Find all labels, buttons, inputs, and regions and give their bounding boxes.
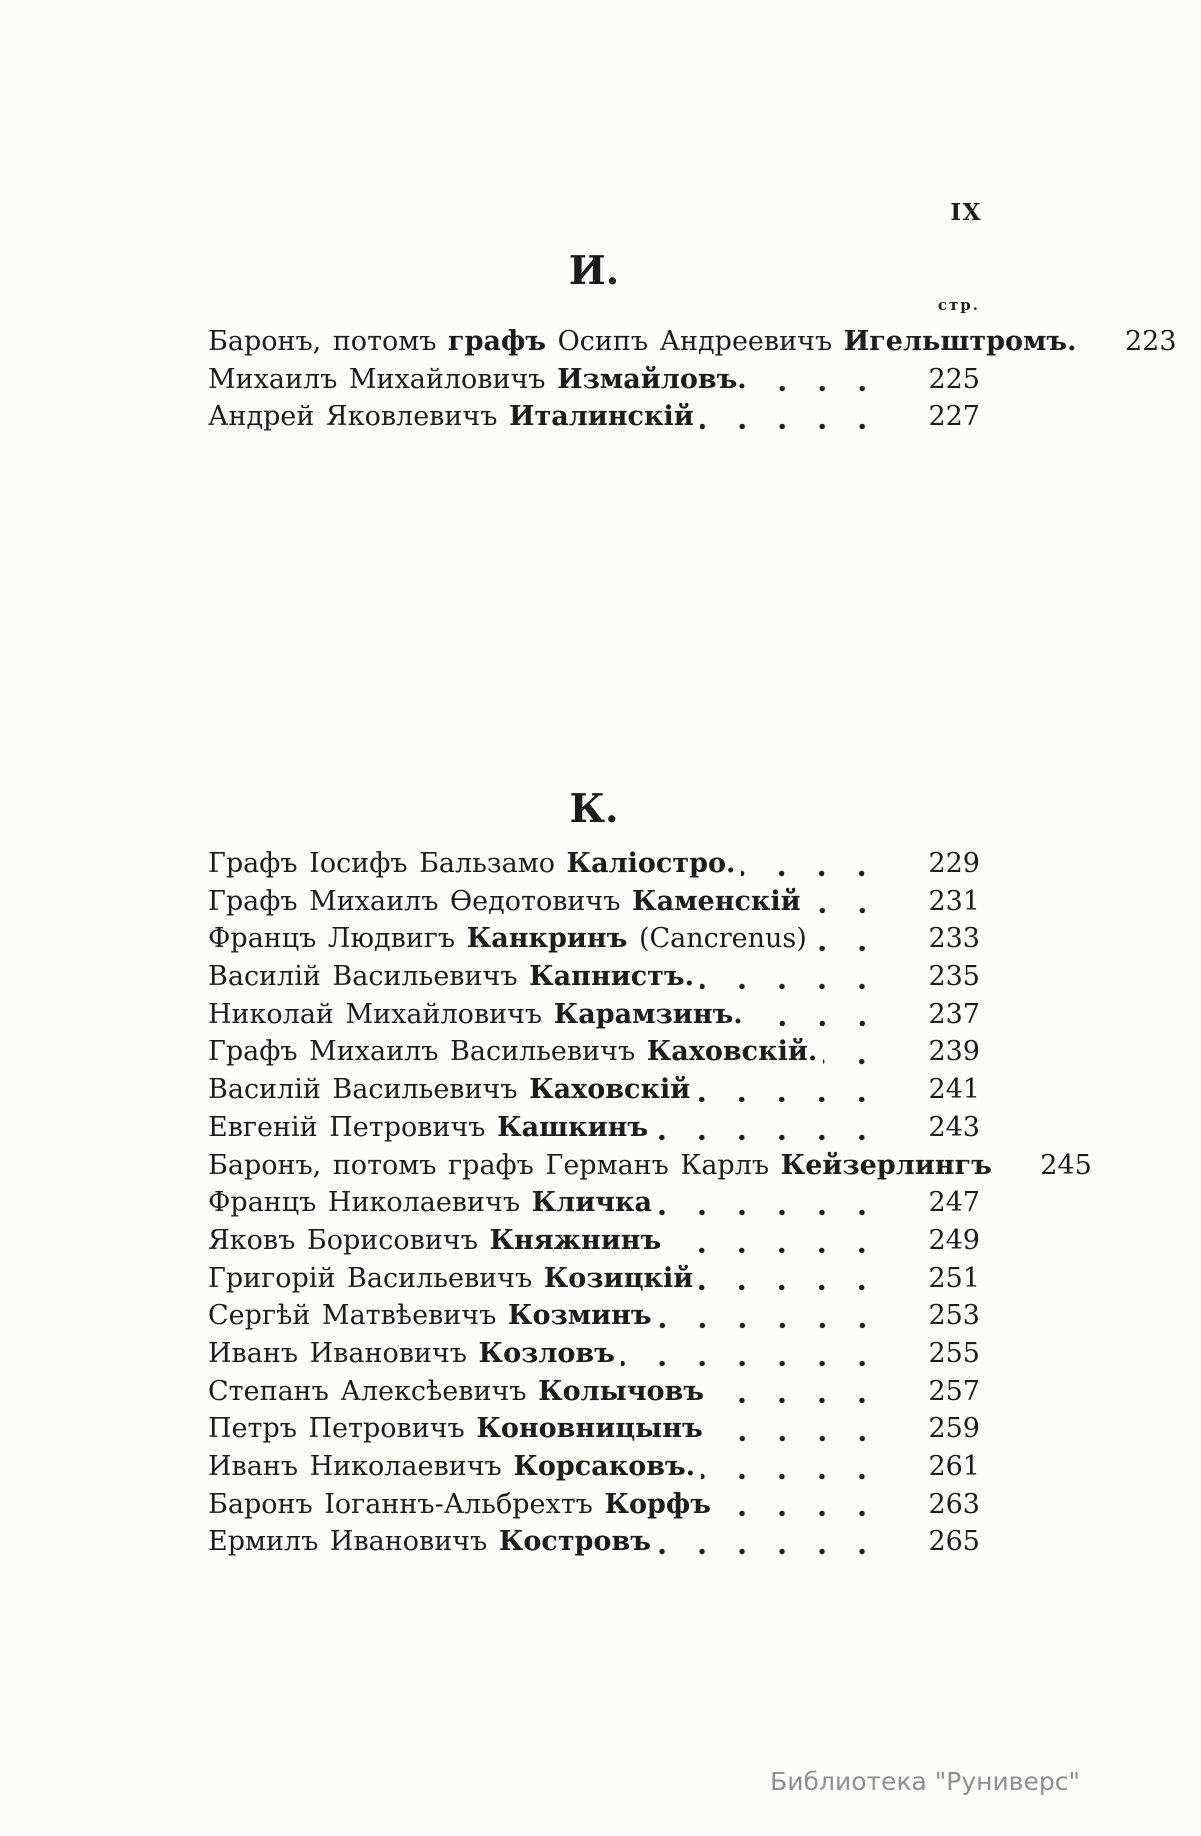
dot-leader <box>749 996 886 1034</box>
toc-entry <box>208 1297 980 1335</box>
entry-name <box>208 1523 651 1561</box>
toc-entry <box>208 398 980 436</box>
dot-leader <box>807 883 886 921</box>
entry-name <box>208 1260 693 1298</box>
toc-entry <box>208 996 980 1034</box>
toc-entry <box>208 361 980 399</box>
section-letter-heading: К. <box>569 786 619 832</box>
entry-surname: Карамзинъ. <box>553 998 743 1030</box>
entry-page-number: 237 <box>928 998 980 1030</box>
dot-leader <box>813 920 886 958</box>
entry-name <box>208 1033 817 1071</box>
dot-leader <box>753 361 886 399</box>
entry-page-number: 245 <box>1040 1149 1092 1181</box>
entry-page-number: 253 <box>928 1300 980 1332</box>
entry-name <box>208 920 807 958</box>
entry-name <box>208 1448 695 1486</box>
entry-surname: Козицкій <box>543 1262 694 1294</box>
entry-name <box>208 996 743 1034</box>
entry-name-text: Осипъ Андреевичъ <box>546 326 844 357</box>
entry-page-number: 247 <box>928 1187 980 1219</box>
entry-page-number: 225 <box>928 363 980 395</box>
entry-surname: Каменскій <box>632 885 801 917</box>
dot-leader <box>709 1410 886 1448</box>
toc-entry <box>208 1184 980 1222</box>
entry-page-number: 249 <box>928 1224 980 1256</box>
entry-name <box>208 1297 652 1335</box>
toc-entry <box>208 958 980 996</box>
toc-entry <box>208 1523 980 1561</box>
entry-rows <box>208 323 1177 436</box>
entry-surname: Кашкинъ <box>497 1111 649 1143</box>
entry-surname: Кейзерлингъ <box>780 1149 992 1181</box>
toc-entry <box>208 1109 980 1147</box>
section-k <box>208 786 1092 1561</box>
entry-page-number: 231 <box>928 885 980 917</box>
folio-page-number: IX <box>950 199 982 226</box>
entry-page-number: 243 <box>928 1111 980 1143</box>
entry-name-text: Францъ Николаевичъ <box>208 1187 532 1219</box>
entry-name-text: Михаилъ Михайловичъ <box>208 363 558 395</box>
toc-entry <box>208 845 980 883</box>
entry-name-text: Баронъ Іоганнъ-Альбрехтъ <box>208 1488 605 1520</box>
entry-page-number: 239 <box>928 1036 980 1068</box>
entry-surname: Измайловъ. <box>557 363 747 395</box>
toc-entry <box>208 1260 980 1298</box>
entry-name <box>208 1147 992 1185</box>
dot-leader <box>741 845 886 883</box>
toc-entry <box>208 1335 980 1373</box>
entry-surname: Каховскій. <box>646 1036 818 1068</box>
entry-name <box>208 1486 711 1524</box>
toc-entry <box>208 1147 1092 1185</box>
entry-name-text: Сергѣй Матвѣевичъ <box>208 1300 508 1332</box>
entry-page-number: 235 <box>928 961 980 993</box>
library-watermark: Библиотека "Руниверс" <box>770 1767 1080 1796</box>
entry-name <box>208 361 747 399</box>
entry-surname: Каліостро. <box>566 848 736 879</box>
toc-entry <box>208 920 980 958</box>
entry-name-text: Ермилъ Ивановичъ <box>208 1526 499 1558</box>
dot-leader <box>696 1071 886 1109</box>
entry-name-text: Яковъ Борисовичъ <box>208 1224 490 1256</box>
toc-entry <box>208 323 1177 361</box>
dot-leader <box>654 1109 886 1147</box>
toc-entry <box>208 1486 980 1524</box>
entry-surname: Княжнинъ <box>489 1224 662 1256</box>
entry-name <box>208 845 735 883</box>
entry-name-text: Григорій Васильевичъ <box>208 1262 544 1294</box>
entry-name-text: Иванъ Николаевичъ <box>208 1451 514 1482</box>
entry-surname: Козловъ <box>478 1337 615 1369</box>
entry-page-number: 227 <box>928 401 980 433</box>
entry-page-number: 259 <box>928 1413 980 1445</box>
entry-page-number: 229 <box>928 848 980 879</box>
dot-leader <box>823 1033 886 1071</box>
section-letter-heading: И. <box>568 248 620 294</box>
entry-page-number: 257 <box>928 1375 980 1407</box>
entry-surname: Канкринъ <box>466 923 628 955</box>
entry-name-text: Францъ Людвигъ <box>208 923 467 955</box>
dot-leader <box>657 1523 886 1561</box>
entry-name-text: Василій Васильевичъ <box>208 1074 530 1106</box>
entry-name <box>208 323 1077 361</box>
entry-surname: Игельштромъ. <box>843 326 1077 357</box>
entry-page-number: 251 <box>928 1262 980 1294</box>
entry-name-text: Графъ Михаилъ Васильевичъ <box>208 1036 647 1068</box>
entry-page-number: 255 <box>928 1337 980 1369</box>
entry-name <box>208 1410 703 1448</box>
entry-name-text: Баронъ, потомъ <box>208 326 449 357</box>
entry-name <box>208 398 694 436</box>
toc-entry <box>208 1410 980 1448</box>
entry-surname: Корфъ <box>604 1488 711 1520</box>
entry-page-number: 223 <box>1124 326 1177 357</box>
entry-name-text: Степанъ Алексѣевичъ <box>208 1375 539 1407</box>
page-column-header: стр. <box>937 296 980 314</box>
entry-name <box>208 1109 648 1147</box>
entry-surname: графъ <box>448 326 547 357</box>
dot-leader <box>667 1222 886 1260</box>
toc-entry <box>208 1222 980 1260</box>
dot-leader <box>658 1297 886 1335</box>
entry-name-text: Евгеній Петровичъ <box>208 1111 498 1143</box>
dot-leader <box>710 1373 886 1411</box>
entry-surname: Костровъ <box>498 1526 651 1558</box>
toc-entry <box>208 1033 980 1071</box>
entry-name-text: Николай Михайловичъ <box>208 998 554 1030</box>
dot-leader <box>717 1486 886 1524</box>
toc-entry <box>208 1373 980 1411</box>
entry-page-number: 265 <box>928 1526 980 1558</box>
entry-surname: Коновницынъ <box>476 1413 703 1445</box>
entry-surname: Козминъ <box>507 1300 652 1332</box>
toc-entry <box>208 1071 980 1109</box>
entry-surname: Кличка <box>531 1187 653 1219</box>
entry-name-text: Иванъ Ивановичъ <box>208 1337 479 1369</box>
entry-name-text: Графъ Михаилъ Ѳедотовичъ <box>208 885 633 917</box>
entry-name <box>208 883 801 921</box>
entry-name <box>208 1335 615 1373</box>
entry-surname: Капнистъ. <box>529 961 695 993</box>
entry-name-text: Петръ Петровичъ <box>208 1413 477 1445</box>
toc-entry <box>208 1448 980 1486</box>
dot-leader <box>658 1184 886 1222</box>
entry-name-text: (Cancrenus) <box>627 923 807 955</box>
entry-page-number: 261 <box>928 1451 980 1482</box>
entry-name <box>208 1071 690 1109</box>
entry-name-text: Графъ Іосифъ Бальзамо <box>208 848 567 879</box>
toc-entry <box>208 883 980 921</box>
entry-surname: Каховскій <box>529 1074 691 1106</box>
dot-leader <box>701 1448 886 1486</box>
entry-name <box>208 1184 652 1222</box>
entry-surname: Италинскій <box>508 401 694 433</box>
dot-leader <box>700 958 886 996</box>
entry-name-text: Андрей Яковлевичъ <box>208 401 509 433</box>
entry-name <box>208 1222 661 1260</box>
dot-leader <box>700 398 886 436</box>
entry-surname: Корсаковъ. <box>513 1451 696 1482</box>
entry-name-text: Баронъ, потомъ графъ Германъ Карлъ <box>208 1149 781 1181</box>
entry-name <box>208 1373 704 1411</box>
entry-name <box>208 958 694 996</box>
entry-page-number: 233 <box>928 923 980 955</box>
entry-rows <box>208 845 1092 1561</box>
section-i <box>208 248 1177 436</box>
entry-page-number: 241 <box>928 1074 980 1106</box>
dot-leader <box>621 1335 886 1373</box>
entry-page-number: 263 <box>928 1488 980 1520</box>
entry-name-text: Василій Васильевичъ <box>208 961 530 993</box>
entry-surname: Колычовъ <box>538 1375 704 1407</box>
dot-leader <box>699 1260 886 1298</box>
